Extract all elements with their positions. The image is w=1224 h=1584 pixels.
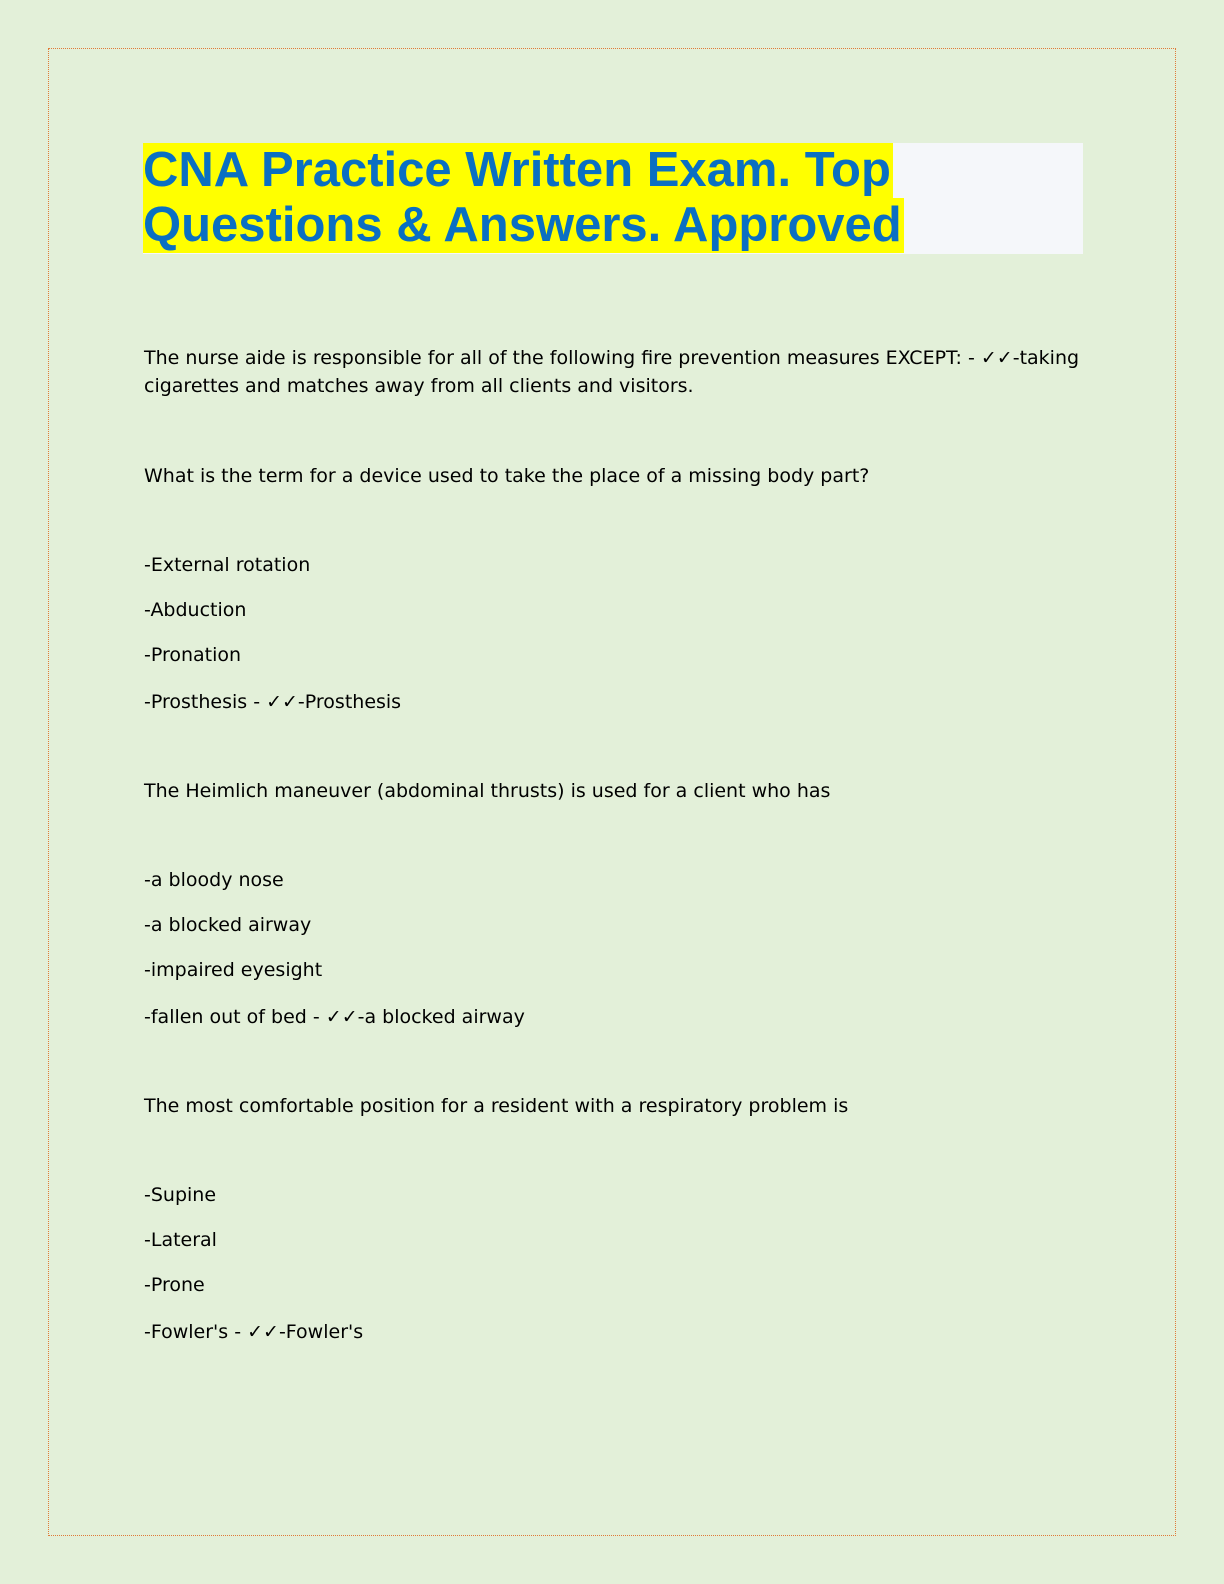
question-2-option-4-answer: -Prosthesis - ✓✓-Prosthesis xyxy=(144,691,402,713)
question-4-option-3: -Prone xyxy=(144,1274,205,1296)
question-2-option-3: -Pronation xyxy=(144,644,242,666)
question-4-option-4-answer: -Fowler's - ✓✓-Fowler's xyxy=(144,1321,364,1343)
question-3: The Heimlich maneuver (abdominal thrusts) is used for a client who has xyxy=(144,780,831,802)
title-line-2: Questions & Answers. Approved xyxy=(143,198,902,252)
question-1-line-1: The nurse aide is responsible for all of the following fire prevention measures EXCEPT: - ✓✓-taking xyxy=(144,347,1080,369)
question-4-option-2: -Lateral xyxy=(144,1229,217,1251)
title-block xyxy=(143,143,1083,254)
question-4-option-1: -Supine xyxy=(144,1184,217,1206)
document-title xyxy=(143,143,1083,253)
question-1-line-2: cigarettes and matches away from all clients and visitors. xyxy=(144,375,694,397)
question-2: What is the term for a device used to take the place of a missing body part? xyxy=(144,465,870,487)
question-4: The most comfortable position for a resident with a respiratory problem is xyxy=(144,1095,849,1117)
question-3-option-4-answer: -fallen out of bed - ✓✓-a blocked airway xyxy=(144,1006,525,1028)
title-line-1: CNA Practice Written Exam. Top xyxy=(143,143,891,197)
question-3-option-1: -a bloody nose xyxy=(144,869,284,891)
question-3-option-2: -a blocked airway xyxy=(144,914,312,936)
question-2-option-1: -External rotation xyxy=(144,554,311,576)
question-2-option-2: -Abduction xyxy=(144,599,247,621)
question-3-option-3: -impaired eyesight xyxy=(144,959,323,981)
